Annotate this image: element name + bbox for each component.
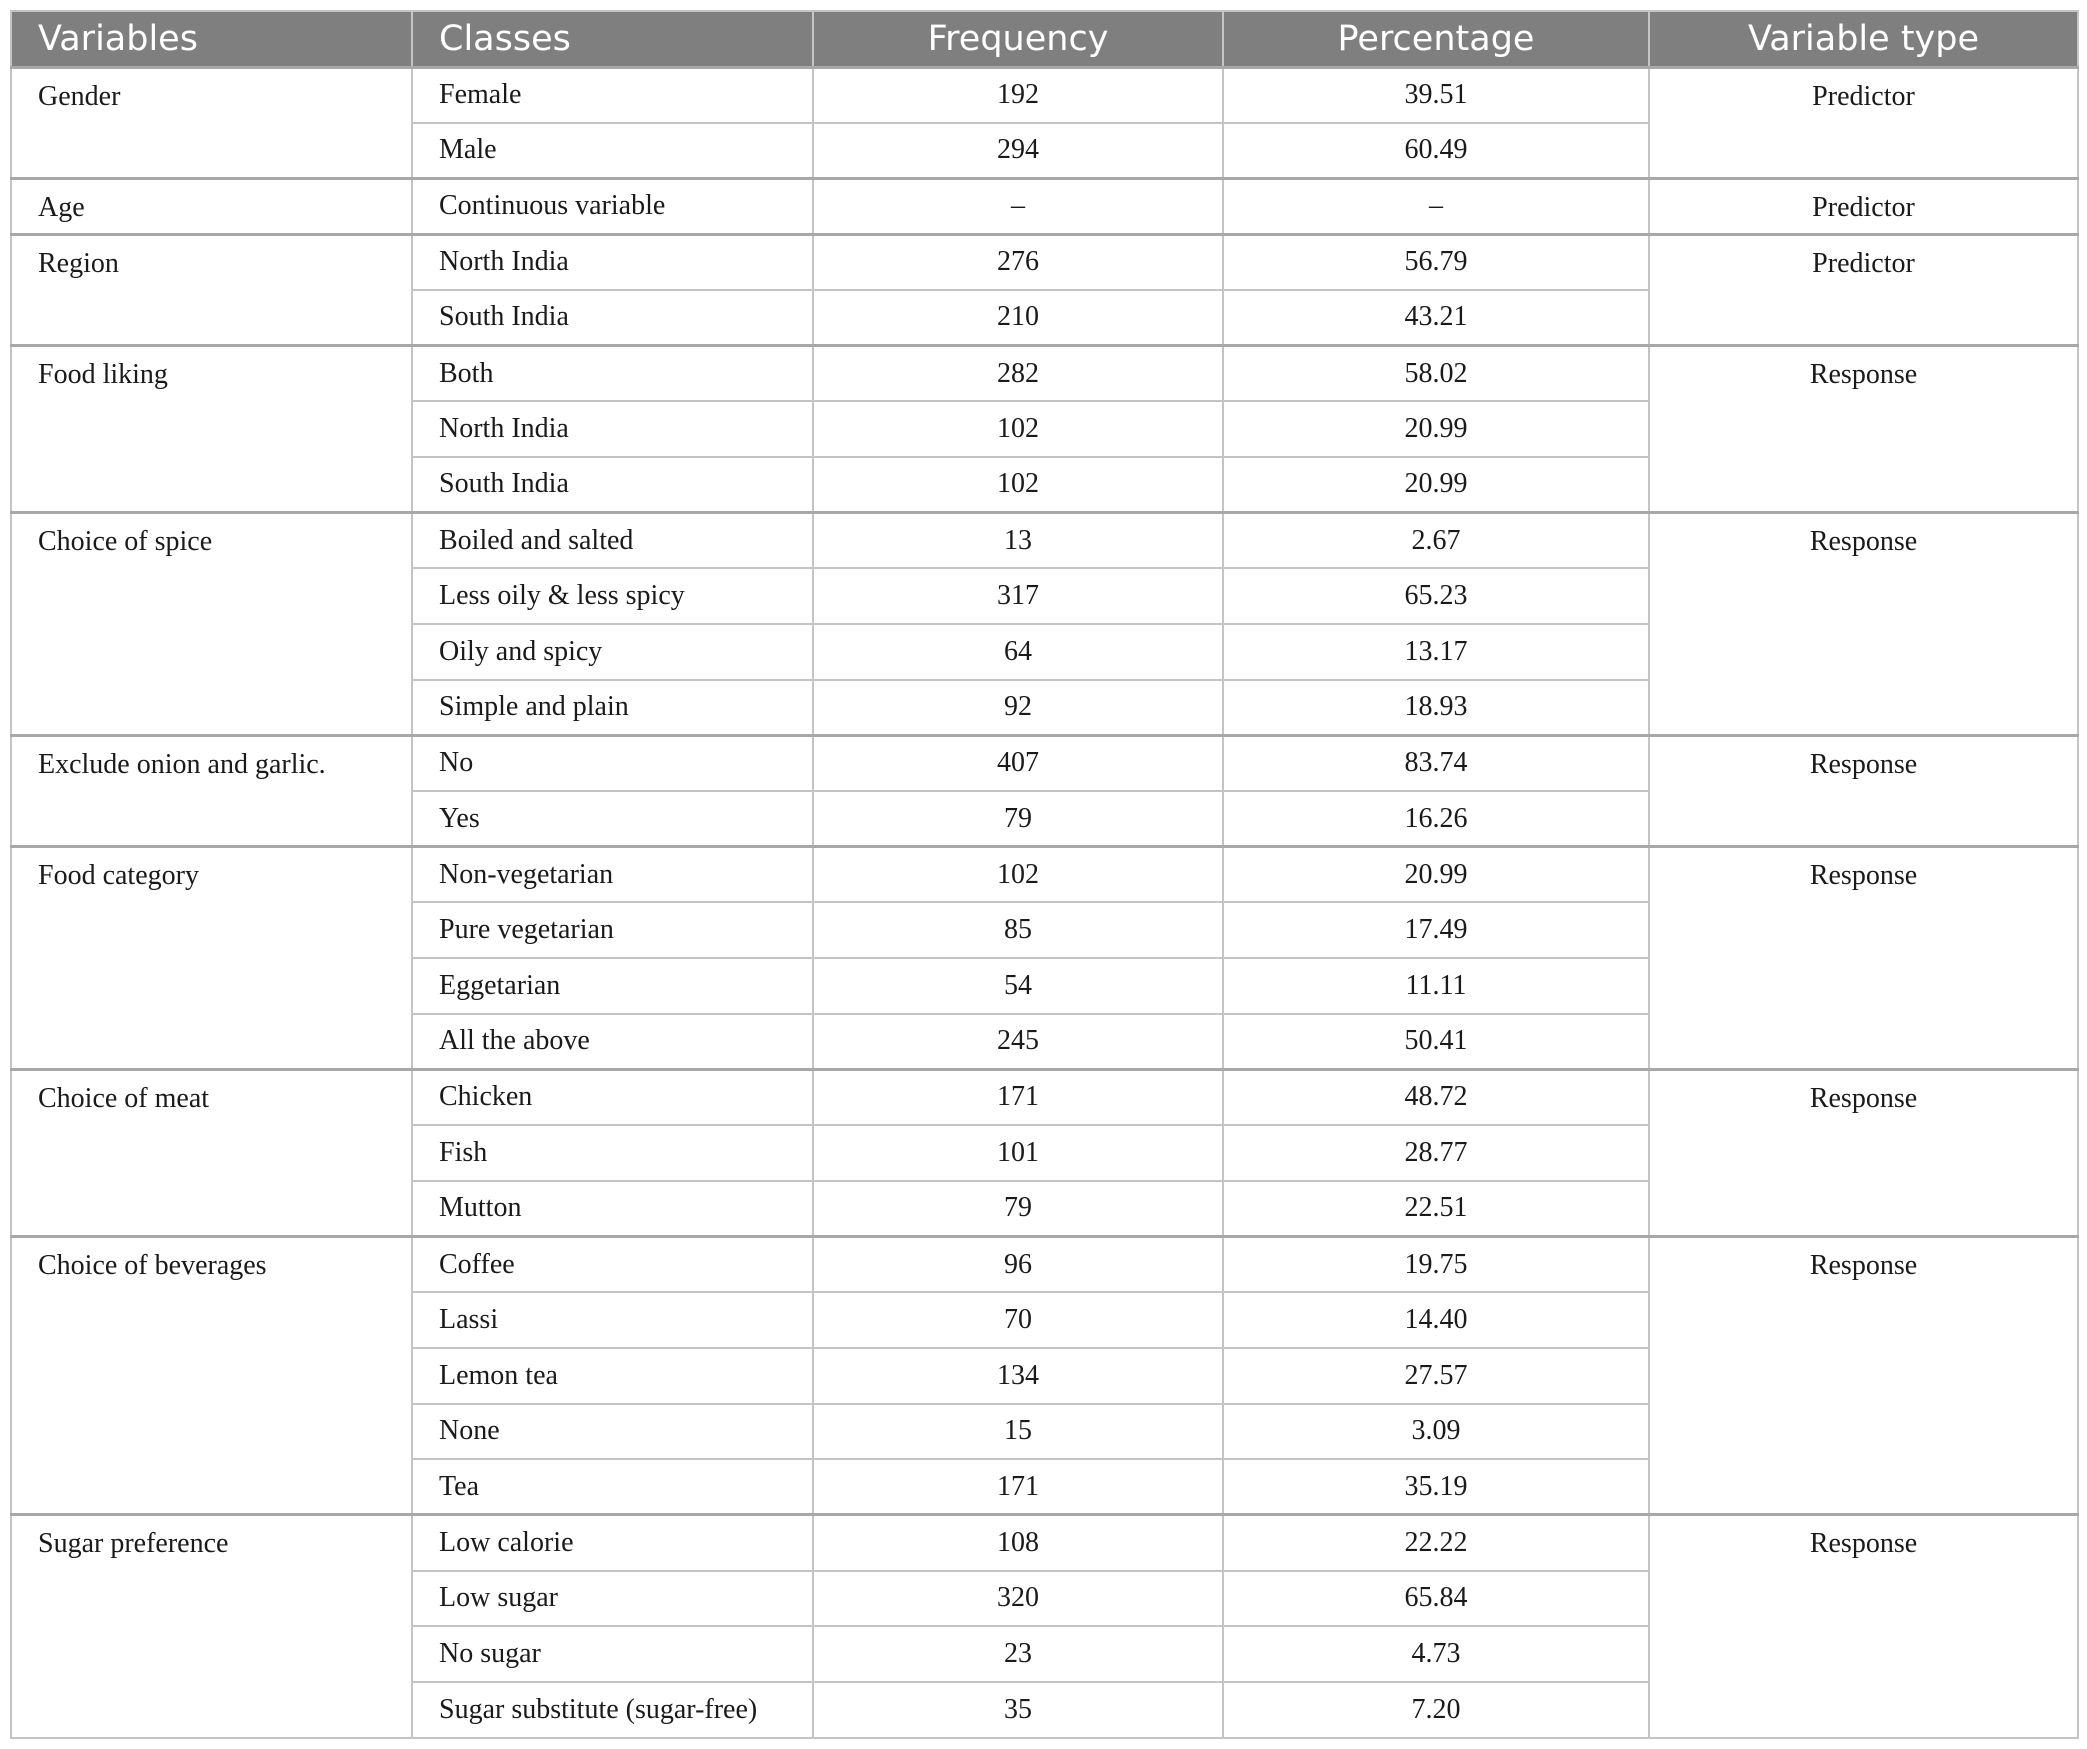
frequency-cell: 13 xyxy=(813,513,1223,569)
class-cell: South India xyxy=(412,457,813,513)
frequency-cell: 79 xyxy=(813,791,1223,847)
percentage-cell: 48.72 xyxy=(1223,1069,1649,1125)
frequency-cell: 282 xyxy=(813,345,1223,401)
class-cell: North India xyxy=(412,234,813,290)
frequency-cell: 317 xyxy=(813,568,1223,624)
class-cell: No xyxy=(412,735,813,791)
class-cell: Chicken xyxy=(412,1069,813,1125)
frequency-cell: 320 xyxy=(813,1571,1223,1627)
frequency-cell: 96 xyxy=(813,1236,1223,1292)
class-cell: Boiled and salted xyxy=(412,513,813,569)
percentage-cell: 20.99 xyxy=(1223,401,1649,457)
header-variable-type: Variable type xyxy=(1649,11,2078,67)
percentage-cell: 2.67 xyxy=(1223,513,1649,569)
percentage-cell: 20.99 xyxy=(1223,847,1649,903)
percentage-cell: 39.51 xyxy=(1223,67,1649,123)
table-row xyxy=(11,178,2078,234)
percentage-cell: 3.09 xyxy=(1223,1404,1649,1460)
percentage-cell: 22.22 xyxy=(1223,1515,1649,1571)
class-cell: Fish xyxy=(412,1125,813,1181)
variable-cell: Region xyxy=(11,234,412,345)
class-cell: Male xyxy=(412,123,813,179)
percentage-cell: 43.21 xyxy=(1223,290,1649,346)
frequency-cell: 294 xyxy=(813,123,1223,179)
header-frequency: Frequency xyxy=(813,11,1223,67)
class-cell: Tea xyxy=(412,1459,813,1515)
table-row xyxy=(11,1069,2078,1125)
variable-type-cell: Response xyxy=(1649,735,2078,846)
frequency-cell: 102 xyxy=(813,457,1223,513)
frequency-cell: 407 xyxy=(813,735,1223,791)
frequency-cell: 171 xyxy=(813,1459,1223,1515)
frequency-cell: – xyxy=(813,178,1223,234)
class-cell: Female xyxy=(412,67,813,123)
class-cell: Low sugar xyxy=(412,1571,813,1627)
data-table xyxy=(10,10,2079,1739)
percentage-cell: 56.79 xyxy=(1223,234,1649,290)
frequency-cell: 70 xyxy=(813,1292,1223,1348)
table-row xyxy=(11,735,2078,791)
table-row xyxy=(11,67,2078,123)
percentage-cell: 11.11 xyxy=(1223,958,1649,1014)
frequency-cell: 64 xyxy=(813,624,1223,680)
frequency-cell: 15 xyxy=(813,1404,1223,1460)
frequency-cell: 108 xyxy=(813,1515,1223,1571)
percentage-cell: 65.23 xyxy=(1223,568,1649,624)
class-cell: Lassi xyxy=(412,1292,813,1348)
percentage-cell: 13.17 xyxy=(1223,624,1649,680)
percentage-cell: 35.19 xyxy=(1223,1459,1649,1515)
variable-type-cell: Response xyxy=(1649,345,2078,512)
percentage-cell: 14.40 xyxy=(1223,1292,1649,1348)
percentage-cell: 22.51 xyxy=(1223,1181,1649,1237)
class-cell: Sugar substitute (sugar-free) xyxy=(412,1682,813,1738)
variable-type-cell: Response xyxy=(1649,513,2078,736)
frequency-cell: 79 xyxy=(813,1181,1223,1237)
table-row xyxy=(11,345,2078,401)
variable-cell: Exclude onion and garlic. xyxy=(11,735,412,846)
percentage-cell: 4.73 xyxy=(1223,1626,1649,1682)
percentage-cell: 60.49 xyxy=(1223,123,1649,179)
frequency-cell: 101 xyxy=(813,1125,1223,1181)
class-cell: Simple and plain xyxy=(412,680,813,736)
frequency-cell: 210 xyxy=(813,290,1223,346)
header-variables: Variables xyxy=(11,11,412,67)
class-cell: Continuous variable xyxy=(412,178,813,234)
class-cell: Low calorie xyxy=(412,1515,813,1571)
percentage-cell: 16.26 xyxy=(1223,791,1649,847)
frequency-cell: 23 xyxy=(813,1626,1223,1682)
header-percentage: Percentage xyxy=(1223,11,1649,67)
class-cell: Non-vegetarian xyxy=(412,847,813,903)
table-row xyxy=(11,847,2078,903)
percentage-cell: 27.57 xyxy=(1223,1348,1649,1404)
percentage-cell: 83.74 xyxy=(1223,735,1649,791)
frequency-cell: 171 xyxy=(813,1069,1223,1125)
variable-cell: Choice of meat xyxy=(11,1069,412,1236)
variable-type-cell: Response xyxy=(1649,1515,2078,1738)
percentage-cell: 50.41 xyxy=(1223,1014,1649,1070)
variable-type-cell: Predictor xyxy=(1649,234,2078,345)
variable-cell: Sugar preference xyxy=(11,1515,412,1738)
class-cell: Lemon tea xyxy=(412,1348,813,1404)
class-cell: Mutton xyxy=(412,1181,813,1237)
percentage-cell: 20.99 xyxy=(1223,457,1649,513)
class-cell: Less oily & less spicy xyxy=(412,568,813,624)
variable-cell: Gender xyxy=(11,67,412,178)
variable-type-cell: Response xyxy=(1649,847,2078,1070)
frequency-cell: 102 xyxy=(813,401,1223,457)
class-cell: Pure vegetarian xyxy=(412,902,813,958)
variable-cell: Food category xyxy=(11,847,412,1070)
frequency-cell: 102 xyxy=(813,847,1223,903)
table-row xyxy=(11,1236,2078,1292)
class-cell: South India xyxy=(412,290,813,346)
class-cell: Eggetarian xyxy=(412,958,813,1014)
class-cell: No sugar xyxy=(412,1626,813,1682)
frequency-cell: 245 xyxy=(813,1014,1223,1070)
class-cell: Coffee xyxy=(412,1236,813,1292)
header-classes: Classes xyxy=(412,11,813,67)
class-cell: Both xyxy=(412,345,813,401)
class-cell: Oily and spicy xyxy=(412,624,813,680)
table-row xyxy=(11,1515,2078,1571)
percentage-cell: 7.20 xyxy=(1223,1682,1649,1738)
variable-type-cell: Predictor xyxy=(1649,178,2078,234)
percentage-cell: 17.49 xyxy=(1223,902,1649,958)
percentage-cell: 19.75 xyxy=(1223,1236,1649,1292)
percentage-cell: 28.77 xyxy=(1223,1125,1649,1181)
variable-cell: Choice of spice xyxy=(11,513,412,736)
header-row xyxy=(11,11,2078,67)
table-row xyxy=(11,234,2078,290)
variable-cell: Choice of beverages xyxy=(11,1236,412,1514)
class-cell: North India xyxy=(412,401,813,457)
frequency-cell: 276 xyxy=(813,234,1223,290)
class-cell: All the above xyxy=(412,1014,813,1070)
percentage-cell: 18.93 xyxy=(1223,680,1649,736)
frequency-cell: 192 xyxy=(813,67,1223,123)
class-cell: None xyxy=(412,1404,813,1460)
frequency-cell: 54 xyxy=(813,958,1223,1014)
frequency-cell: 85 xyxy=(813,902,1223,958)
percentage-cell: 65.84 xyxy=(1223,1571,1649,1627)
class-cell: Yes xyxy=(412,791,813,847)
frequency-cell: 92 xyxy=(813,680,1223,736)
variable-type-cell: Response xyxy=(1649,1236,2078,1514)
percentage-cell: 58.02 xyxy=(1223,345,1649,401)
variable-cell: Age xyxy=(11,178,412,234)
frequency-cell: 35 xyxy=(813,1682,1223,1738)
percentage-cell: – xyxy=(1223,178,1649,234)
variable-type-cell: Predictor xyxy=(1649,67,2078,178)
table-body xyxy=(11,67,2078,1738)
variable-cell: Food liking xyxy=(11,345,412,512)
table-header xyxy=(11,11,2078,67)
variable-type-cell: Response xyxy=(1649,1069,2078,1236)
table-row xyxy=(11,513,2078,569)
frequency-cell: 134 xyxy=(813,1348,1223,1404)
